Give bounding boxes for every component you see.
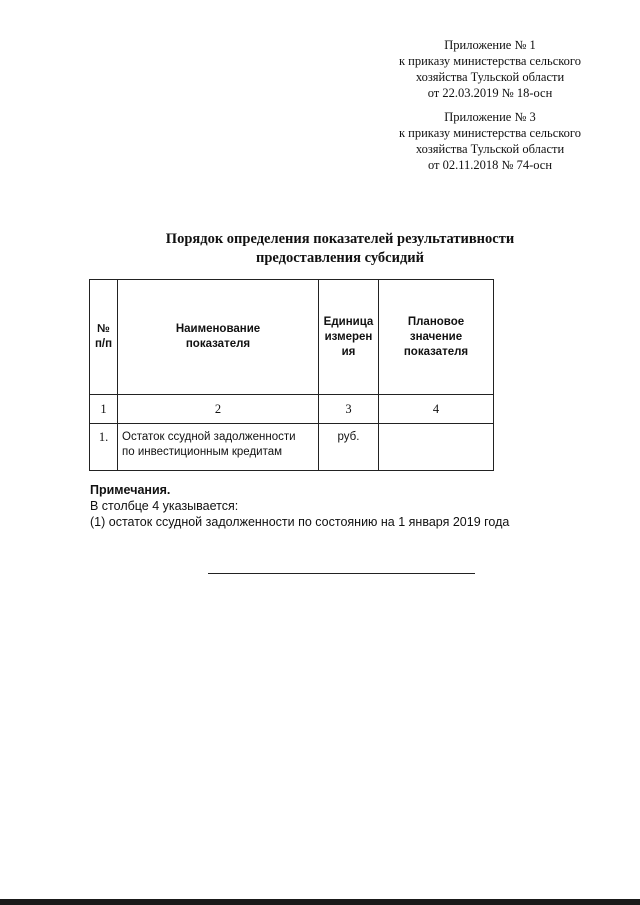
header-unit-line-2: измерен xyxy=(324,330,373,343)
column-number-3: 3 xyxy=(319,395,379,424)
document-title-line-1: Порядок определения показателей результативности xyxy=(165,231,515,247)
column-number-4: 4 xyxy=(379,395,494,424)
row-planned-cell xyxy=(379,424,494,471)
header-planned-line-1: Плановое xyxy=(407,315,465,328)
header-name-line-1: Наименование xyxy=(175,323,261,335)
header-cell-num xyxy=(90,280,118,395)
appendix-1-title: Приложение № 1 xyxy=(444,38,536,52)
appendix-3-line-3: от 02.11.2018 № 74-осн xyxy=(427,158,553,172)
notes-line-1: В столбце 4 указывается: xyxy=(90,499,239,513)
document-title xyxy=(90,230,590,268)
header-planned-line-2: значение xyxy=(409,330,463,343)
header-cell-unit xyxy=(319,280,379,395)
notes-title: Примечания. xyxy=(90,483,171,497)
appendix-1-line-1: к приказу министерства сельского xyxy=(398,54,581,68)
appendix-3-title: Приложение № 3 xyxy=(444,110,536,124)
header-cell-name xyxy=(118,280,319,395)
appendix-3-line-1: к приказу министерства сельского xyxy=(398,126,581,140)
notes-section xyxy=(90,482,610,530)
row-name-line-1: Остаток ссудной задолженности xyxy=(122,431,296,443)
scan-bottom-edge xyxy=(0,899,640,905)
row-name-cell xyxy=(118,424,319,471)
header-unit-line-3: ия xyxy=(341,345,356,358)
table-header-row xyxy=(90,280,494,395)
column-number-2: 2 xyxy=(118,395,319,424)
column-number-1: 1 xyxy=(90,395,118,424)
notes-line-2: (1) остаток ссудной задолженности по состоянию на 1 января 2019 года xyxy=(90,515,510,529)
table-column-number-row xyxy=(90,395,494,424)
row-number-cell: 1. xyxy=(90,424,118,471)
appendix-1-line-3: от 22.03.2019 № 18-осн xyxy=(427,86,553,100)
table-row xyxy=(90,424,494,471)
header-planned-line-3: показателя xyxy=(403,345,469,358)
appendix-3-line-2: хозяйства Тульской области xyxy=(415,142,565,156)
row-name-line-2: по инвестиционным кредитам xyxy=(122,446,283,458)
document-title-line-2: предоставления субсидий xyxy=(255,250,424,266)
header-cell-planned xyxy=(379,280,494,395)
header-num-line-1: № xyxy=(97,323,110,335)
header-name-line-2: показателя xyxy=(185,338,251,350)
header-unit-line-1: Единица xyxy=(323,315,374,328)
closing-divider-line xyxy=(208,573,475,574)
header-num-line-2: п/п xyxy=(94,338,113,350)
indicators-table xyxy=(89,279,494,471)
row-unit-cell: руб. xyxy=(319,424,379,471)
appendix-1-line-2: хозяйства Тульской области xyxy=(415,70,565,84)
appendix-3-block xyxy=(385,109,595,173)
appendix-1-block xyxy=(385,37,595,101)
